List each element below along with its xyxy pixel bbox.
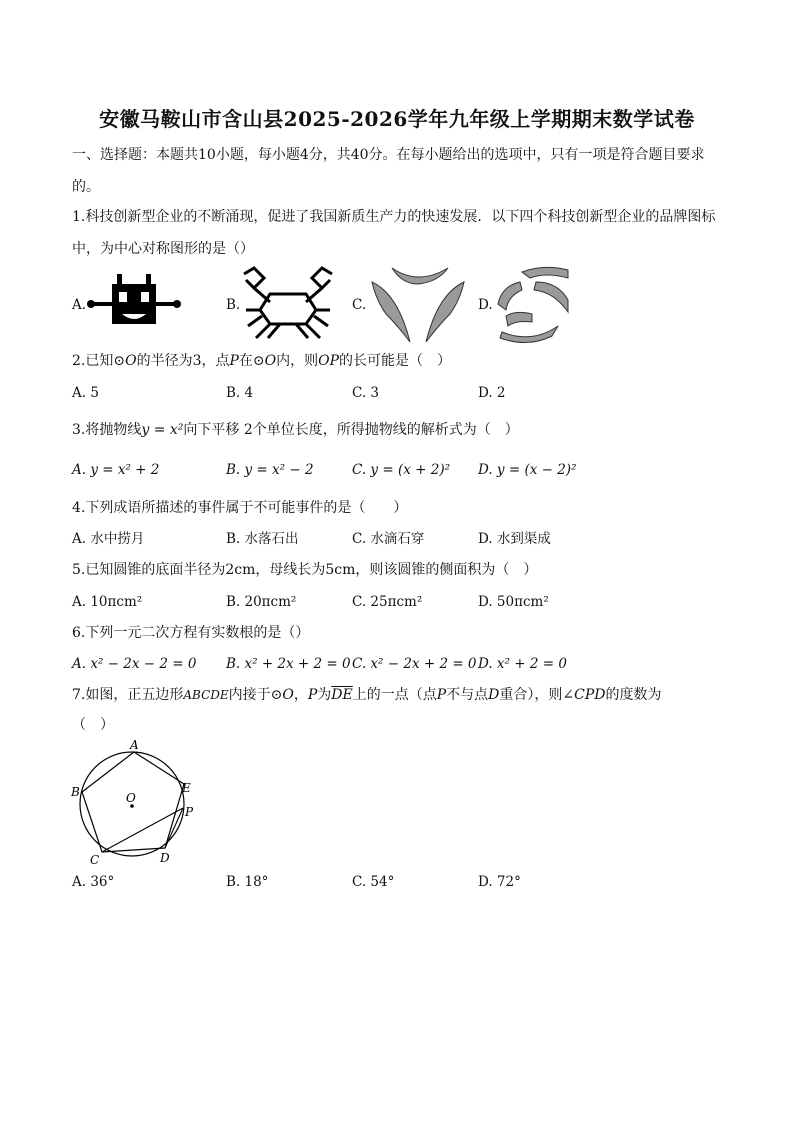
circle-o-symbol: ⊙O — [270, 687, 294, 703]
segment-op: OP — [318, 353, 340, 369]
q2-option-a: A. 5 — [72, 385, 99, 401]
robot-logo-icon — [86, 270, 182, 338]
q1-option-b-label: B. — [226, 297, 241, 313]
label-c: C — [90, 853, 100, 867]
q2-stem-part: 的半径为3，点 — [136, 353, 230, 369]
q3-stem-part: 向下平移 2个单位长度，所得抛物线的解析式为（ ） — [183, 422, 519, 438]
q7-stem-part: 重合），则 — [499, 687, 563, 703]
label-e: E — [182, 781, 191, 795]
q5-option-d: D. 50πcm² — [478, 594, 549, 610]
circle-o-symbol: ⊙O — [113, 353, 137, 369]
segment-dp — [165, 808, 183, 848]
swirl-logo-icon — [492, 264, 572, 344]
q7-option-b: B. 18° — [226, 874, 269, 890]
q7-stem-part: 不与点 — [446, 687, 489, 703]
q4-option-c: C. 水滴石穿 — [352, 531, 425, 547]
q6-stem: 6.下列一元二次方程有实数根的是（） — [72, 625, 310, 641]
q2-stem-part: 内，则 — [276, 353, 319, 369]
q5-stem: 5.已知圆锥的底面半径为2cm，母线长为5cm，则该圆锥的侧面积为（ ） — [72, 562, 538, 578]
label-b: B — [71, 785, 80, 799]
q7-stem — [72, 686, 661, 704]
arc-de: $\overline{DE}$ — [331, 687, 353, 703]
point-p: P — [436, 687, 447, 703]
label-p: P — [185, 805, 194, 819]
q4-option-a: A. 水中捞月 — [72, 531, 145, 547]
circle-o-symbol: ⊙O — [252, 353, 277, 369]
q2-option-b: B. 4 — [226, 385, 254, 401]
pentagon-name: ABCDE — [183, 688, 229, 702]
point-d: D — [488, 687, 500, 703]
crab-logo-icon — [240, 266, 336, 340]
q3-option-c: C. y = (x + 2)² — [352, 462, 450, 478]
q1-stem-line1: 1.科技创新型企业的不断涌现，促进了我国新质生产力的快速发展．以下四个科技创新型企业的品牌图标 — [72, 209, 716, 225]
pentagon-circle-figure — [68, 740, 200, 868]
q2-stem-part: 在 — [238, 353, 253, 369]
q1-stem-line2: 中，为中心对称图形的是（） — [72, 241, 254, 257]
q6-option-a: A. x² − 2x − 2 = 0 — [72, 656, 197, 672]
q4-option-b: B. 水落石出 — [226, 531, 299, 547]
section-heading-cont: 的。 — [72, 179, 100, 195]
q3-option-b: B. y = x² − 2 — [226, 462, 314, 478]
q6-option-d: D. x² + 2 = 0 — [478, 656, 567, 672]
q7-stem-part: ， — [293, 687, 308, 703]
q1-option-a-label: A. — [72, 297, 87, 313]
label-o: O — [126, 791, 136, 805]
label-d: D — [160, 851, 170, 865]
q3-stem — [72, 421, 519, 439]
q7-stem-part: 上的一点（点 — [352, 687, 437, 703]
label-a: A — [130, 740, 139, 752]
q7-option-c: C. 54° — [352, 874, 395, 890]
point-p: P — [307, 687, 318, 703]
q2-stem — [72, 352, 451, 370]
tri-swirl-logo-icon — [368, 264, 468, 344]
q7-stem-part: 为 — [317, 687, 332, 703]
q5-option-b: B. 20πcm² — [226, 594, 297, 610]
parabola-expression: y = x² — [141, 422, 184, 438]
q2-option-d: D. 2 — [478, 385, 506, 401]
q7-option-a: A. 36° — [72, 874, 115, 890]
q3-option-d: D. y = (x − 2)² — [478, 462, 577, 478]
q7-stem-part: 的度数为 — [605, 687, 662, 703]
q7-stem-part: 内接于 — [228, 687, 271, 703]
q3-stem-part: 3.将抛物线 — [72, 422, 142, 438]
q7-stem-line2: （ ） — [72, 717, 114, 733]
q1-option-c-label: C. — [352, 297, 367, 313]
angle-cpd: ∠CPD — [562, 687, 606, 703]
q4-option-d: D. 水到渠成 — [478, 531, 551, 547]
q4-stem: 4.下列成语所描述的事件属于不可能事件的是（ ） — [72, 500, 408, 516]
q7-option-d: D. 72° — [478, 874, 521, 890]
q5-option-c: C. 25πcm² — [352, 594, 423, 610]
q2-stem-part: 2.已知 — [72, 353, 114, 369]
q5-option-a: A. 10πcm² — [72, 594, 143, 610]
point-p: P — [229, 353, 239, 369]
q2-option-c: C. 3 — [352, 385, 380, 401]
q2-stem-part: 的长可能是（ ） — [339, 353, 452, 369]
q7-stem-part: 7.如图，正五边形 — [72, 687, 184, 703]
q1-option-d-label: D. — [478, 297, 493, 313]
q6-option-c: C. x² − 2x + 2 = 0 — [352, 656, 477, 672]
q6-option-b: B. x² + 2x + 2 = 0 — [226, 656, 351, 672]
q3-option-a: A. y = x² + 2 — [72, 462, 160, 478]
page-title: 安徽马鞍山市含山县2025-2026学年九年级上学期期末数学试卷 — [99, 107, 695, 131]
section-heading: 一、选择题：本题共10小题，每小题4分，共40分。在每小题给出的选项中，只有一项是符合题目要求 — [72, 147, 705, 163]
